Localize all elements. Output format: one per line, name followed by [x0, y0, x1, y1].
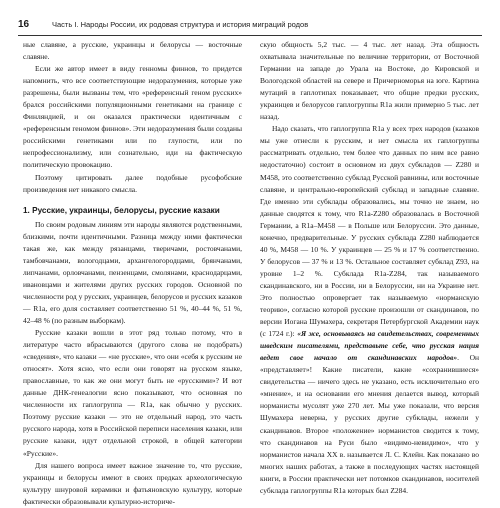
right-column	[260, 39, 479, 497]
schumacher-quote: «Я же, основываясь на свидетельствах, современных шведским писателями, представьте себе, что русская нация ведет свое начало от скандинавских народов»	[260, 329, 479, 363]
left-column	[23, 39, 242, 506]
page-header	[18, 19, 478, 33]
paragraph-text: . Он «представляет»! Какие писатели, какие «сохранившиеся» свидетельства — ничего здесь не указано, есть исключительно его «мнение», и на основании его мнения делается вывод, который норманисты мусолят уже 270 лет. Мы уже показали, что версия Шумахера неверна, у русских другие субклады, нежели у скандинавов. Второе «положение» норманистов сводится к тому, что скандинавов на Руси было «видимо-невидимо», что у норманистов начала XX в. называется Л. С. Клейн. Как показано во многих наших работах, а также в последующих частях настоящей книги, в России практически нет потомков скандинавов, носителей субклада гаплогруппы R1a которых был Z284.	[260, 353, 479, 495]
running-head: Часть I. Народы России, их родовая структура и история миграций родов	[52, 20, 309, 29]
paragraph-text: Надо сказать, что гаплогруппа R1a у всех трех народов (казаков мы уже отнесли к русским, и нет смысла их гаплогруппы рассматривать отдельно, тем более что данных по ним все равно недостаточно) состоит в основном из двух субкладов — Z280 и M458, это соответственно субклад Русской равнины, или восточные славяне, и центрально-европейский субклад и западные славяне. Где именно эти субклады образовались, мы точно не знаем, но данные сводятся к тому, что R1a-Z280 образовалась в Восточной Германии, а R1a–M458 — в Польше или Белоруссии. Это данные, конечно, предварительные. У русских субклада Z280 наблюдается 40 %, M458 — 10 %. У украинцев — 25 % и 17 % соответственно. У белорусов — 37 % и 13 %. Остальное составляет субклад Z93, на уровне 1–2 %. Субклада R1a-Z284, так называемого скандинавского, ни в России, ни в Белоруссии, ни на Украине нет. Это полностью опровергает так называемую «норманскую теорию», согласно которой русские произошли от скандинавов, по версии Иогана Шумахера, секретаря Петербургской Академии наук (с 1724 г.):	[260, 124, 479, 339]
paragraph: Русские казаки вошли в этот ряд только потому, что в литературе часто вбрасываются (другого слова не подобрать) «сведения», что казаки — «не русские», что они «себя к русским не относят». Хотя ясно, что если они говорят на русском языке, православные, то как же они могут быть не «русскими»? И вот данные ДНК-генеалогии ясно показывают, что основная по численности их гаплогруппа — R1a, как обычно у русских. Поэтому русские казаки — это не отдельный народ, это часть русского народа, хотя в Российской переписи населения казаки, или русские казаки, идут отдельной строкой, в общей категории «Русские».	[23, 328, 242, 458]
header-rule	[18, 35, 482, 36]
paragraph: По своим родовым линиям эти народы являются родственными, близкими, почти идентичными. Разница между ними фактически такая же, как между рязанцами, тверичами, ростовчанами, тамбовчанами, вологодцами, архангелогородцами, брянчанами, липчанами, орловчанами, пензенцами, смолянами, краснодарцами, ивановцами и жителями других русских городов. Основной по численности род у русских, украинцев, белорусов и русских казаков — R1a, его доля составляет соответственно 51 %, 40–44 %, 51 %, 42–48 % (по разным выборкам).	[23, 219, 242, 325]
paragraph-with-quote	[260, 123, 479, 496]
paragraph: ные славяне, а русские, украинцы и белорусы — восточные славяне.	[23, 40, 242, 62]
section-heading: 1. Русские, украинцы, белорусы, русские казаки	[23, 205, 220, 215]
paragraph: Поэтому цитировать далее подобные русофобские произведения нет никакого смысла.	[23, 172, 242, 194]
page-number: 16	[18, 19, 30, 30]
paragraph: Для нашего вопроса имеет важное значение то, что русские, украинцы и белорусы имеют в своих предках археологическую культуру шнуровой керамики и фатьяновскую культуру, которые фактически образовывали культурно-историче-	[23, 460, 242, 506]
paragraph: Если же автор имеет в виду генномы финнов, то придется напомнить, что все соответствующие недоразумения, которые уже разрешены, были вызваны тем, что «референсный геном русских» брался российскими популяционными генетиками на границе с Финляндией, и он оказался практически идентичным с «референсным геномом финнов». Эти недоразумения были созданы российскими генетиками или по глупости, или по непрофессионализму, или сознательно, иди на фактическую политическую провокацию.	[23, 64, 242, 170]
paragraph: скую общность 5,2 тыс. — 4 тыс. лет назад. Эта общность охватывала значительные по величине территории, от Восточной Германии на западе до Урала на Востоке, до Кировской и Вологодской областей на севере и Причерноморья на юге. Картина мутаций в гаплотипах показывает, что общие предки русских, украинцев и белорусов гаплогруппы R1a жили примерно 5 тыс. лет назад.	[260, 40, 479, 122]
